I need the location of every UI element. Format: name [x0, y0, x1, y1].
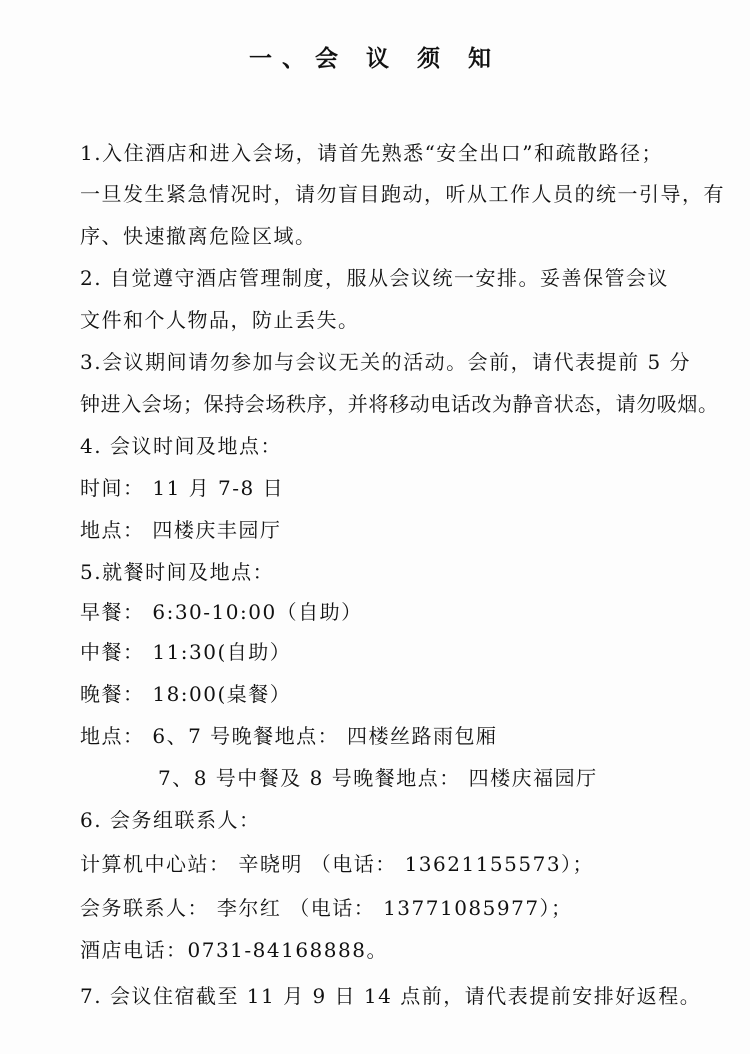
item-2-line-2: 文件和个人物品，防止丢失。	[80, 308, 360, 332]
breakfast-time: 早餐： 6:30-10:00（自助）	[80, 600, 363, 624]
item-7-line: 7. 会议住宿截至 11 月 9 日 14 点前，请代表提前安排好返程。	[80, 984, 702, 1008]
meeting-time: 时间： 11 月 7-8 日	[80, 476, 285, 500]
dining-place-2: 7、8 号中餐及 8 号晚餐地点： 四楼庆福园厅	[158, 766, 598, 790]
lunch-time: 中餐： 11:30(自助）	[80, 640, 292, 664]
item-6-heading: 6. 会务组联系人：	[80, 808, 261, 832]
item-3-line-2: 钟进入会场；保持会场秩序，并将移动电话改为静音状态，请勿吸烟。	[80, 392, 719, 416]
item-1-line-1: 1.入住酒店和进入会场，请首先熟悉“安全出口”和疏散路径；	[80, 141, 664, 165]
item-3-line-1: 3.会议期间请勿参加与会议无关的活动。会前，请代表提前 5 分	[80, 350, 692, 374]
dinner-time: 晚餐： 18:00(桌餐）	[80, 682, 292, 706]
dining-place-1: 地点： 6、7 号晚餐地点： 四楼丝路雨包厢	[80, 724, 498, 748]
item-2-line-1: 2. 自觉遵守酒店管理制度，服从会议统一安排。妥善保管会议	[80, 266, 669, 290]
contact-computer-center: 计算机中心站： 辛晓明 （电话： 13621155573）；	[80, 852, 595, 876]
item-4-heading: 4. 会议时间及地点：	[80, 434, 282, 458]
meeting-place: 地点： 四楼庆丰园厅	[80, 518, 282, 542]
contact-conference: 会务联系人： 李尔红 （电话： 13771085977）；	[80, 896, 573, 920]
item-1-line-3: 序、快速撤离危险区域。	[80, 224, 317, 248]
item-1-line-2: 一旦发生紧急情况时，请勿盲目跑动，听从工作人员的统一引导，有	[80, 182, 725, 206]
hotel-phone: 酒店电话：0731-84168888。	[80, 938, 388, 962]
page-title: 一、会 议 须 知	[248, 46, 502, 72]
item-5-heading: 5.就餐时间及地点：	[80, 560, 275, 584]
